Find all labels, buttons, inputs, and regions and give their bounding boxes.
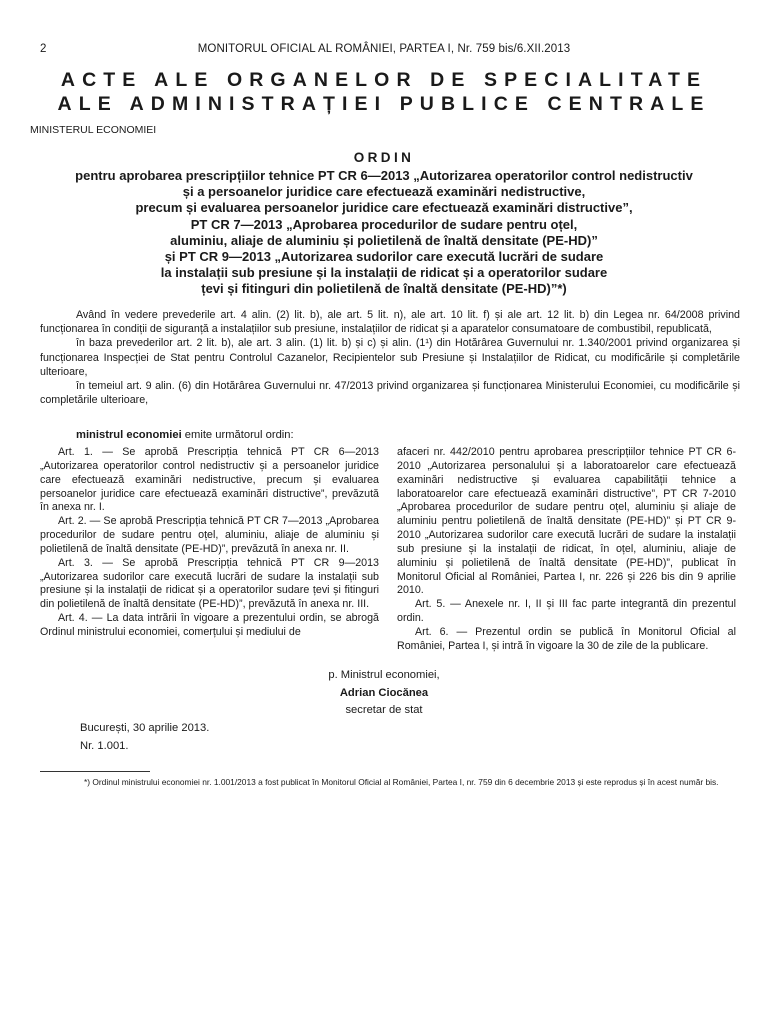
minister-intro: [76, 429, 294, 441]
article-paragraph: Art. 2. — Se aprobă Prescripția tehnică PT CR 7—2013 „Aprobarea procedurilor de sudare pentru oțel, aluminiu, aliaje de aluminiu și polietilenă de înaltă densitate (PE-HD)”, prevăzută în anexa nr. II.: [40, 515, 379, 555]
article-paragraph: Art. 4. — La data intrării în vigoare a prezentului ordin, se abrogă Ordinul ministrului economiei, comerțului și mediului de: [40, 612, 379, 638]
signature-role: secretar de stat: [345, 704, 423, 716]
order-title-line: și a persoanelor juridice care efectuează examinări nedistructive,: [182, 184, 586, 200]
running-head: MONITORUL OFICIAL AL ROMÂNIEI, PARTEA I, Nr. 759 bis/6.XII.2013: [197, 43, 571, 55]
minister-intro-rest: emite următorul ordin:: [181, 429, 294, 441]
order-heading: ORDIN: [353, 150, 415, 165]
preamble-paragraph: Având în vedere prevederile art. 4 alin. (2) lit. b), ale art. 5 lit. n), ale art. 10 lit. f) și ale art. 12 lit. b) din Legea nr. 64/2008 privind funcționarea în condiții de siguranță a instalațiilor sub presiune, instalațiilor de ridicat și a aparatelor consumatoare de combustibil, republicată,: [40, 309, 740, 336]
signature-on-behalf: p. Ministrul economiei,: [328, 669, 440, 681]
order-title-line: aluminiu, aliaje de aluminiu și polietilenă de înaltă densitate (PE-HD)”: [170, 232, 598, 248]
article-paragraph: Art. 6. — Prezentul ordin se publică în Monitorul Oficial al României, Partea I, și intră în vigoare la 30 de zile de la publicare.: [397, 625, 736, 652]
order-title-line: precum și evaluarea persoanelor juridice care efectuează examinări distructive”,: [135, 200, 633, 216]
article-paragraph: Art. 1. — Se aprobă Prescripția tehnică PT CR 6—2013 „Autorizarea operatorilor control nedistructiv și a persoanelor juridice care efectuează examinări nedistructive, precum și evaluarea persoanelor juridice care efectuează examinări distructive”, prevăzută în anexa nr. I.: [40, 446, 379, 514]
order-title-line: țevi și fitinguri din polietilenă de înaltă densitate (PE-HD)”*): [201, 281, 567, 297]
section-title-line-1: ACTE ALE ORGANELOR DE SPECIALITATE: [60, 69, 708, 91]
signature-name: Adrian Ciocănea: [339, 687, 429, 699]
article-paragraph: Art. 5. — Anexele nr. I, II și III fac parte integrantă din prezentul ordin.: [397, 598, 736, 625]
articles-left-column: [40, 446, 379, 640]
section-title-line-2: ALE ADMINISTRAȚIEI PUBLICE CENTRALE: [57, 93, 711, 115]
place-date: București, 30 aprilie 2013.: [80, 722, 210, 734]
preamble: [40, 308, 740, 407]
preamble-paragraph: în temeiul art. 9 alin. (6) din Hotărârea Guvernului nr. 47/2013 privind organizarea și funcționarea Ministerului Economiei, cu modificările și completările ulterioare,: [40, 380, 740, 407]
order-title-line: la instalații sub presiune și la instalații de ridicat și a operatorilor sudare: [160, 265, 608, 281]
order-number: Nr. 1.001.: [80, 740, 129, 752]
order-title-line: pentru aprobarea prescripțiilor tehnice PT CR 6—2013 „Autorizarea operatorilor control nedistructiv: [75, 168, 693, 183]
page-number: 2: [40, 43, 47, 55]
articles-right-column: [397, 446, 736, 654]
footnote-rule: [40, 771, 150, 772]
article-paragraph: Art. 3. — Se aprobă Prescripția tehnică PT CR 9—2013 „Autorizarea sudorilor care execută lucrări de sudare la instalații sub presiune și la instalații de ridicat și a operatorilor sudare țevi și fitinguri din polietilenă de înaltă densitate (PE-HD)”, prevăzută în anexa nr. III.: [40, 556, 379, 611]
footnote: *) Ordinul ministrului economiei nr. 1.001/2013 a fost publicat în Monitorul Oficial al României, Partea I, nr. 759 din 6 decembrie 2013 și este reprodus și în acest număr bis.: [84, 777, 719, 787]
order-title-line: PT CR 7—2013 „Aprobarea procedurilor de sudare pentru oțel,: [190, 216, 578, 232]
minister-subject: ministrul economiei: [76, 429, 182, 441]
order-title-line: și PT CR 9—2013 „Autorizarea sudorilor care execută lucrări de sudare: [164, 249, 604, 265]
order-title: [0, 168, 768, 298]
article-paragraph: afaceri nr. 442/2010 pentru aprobarea prescripțiilor tehnice PT CR 6-2010 „Autorizarea personalului și a laboratoarelor care efectuează examinări nedistructive și evaluarea capabilității tehnice a laboratoarelor care efectuează examinări distructive”, PT CR 7-2010 „Aprobarea procedurilor de sudare pentru oțel, aluminiu și aliaje de aluminiu pentru polietilenă de înaltă densitate (PE-HD)” și PT CR 9-2010 „Autorizarea sudorilor care execută lucrări de sudare la instalații sub presiune și la instalații de ridicat, în oțel, aluminiu, aliaje de aluminiu și polietilenă de înaltă densitate (PE-HD)”, publicat în Monitorul Oficial al României, Partea I, nr. 226 și 226 bis din 9 aprilie 2010.: [397, 446, 736, 597]
preamble-paragraph: în baza prevederilor art. 2 lit. b), ale art. 3 alin. (1) lit. b) și c) și alin. (1¹) din Hotărârea Guvernului nr. 1.340/2001 privind organizarea și funcționarea Inspecției de Stat pentru Controlul Cazanelor, Recipientelor sub Presiune și Instalațiilor de Ridicat, cu modificările și completările ulterioare,: [40, 337, 740, 378]
issuer-ministry: MINISTERUL ECONOMIEI: [30, 124, 157, 136]
